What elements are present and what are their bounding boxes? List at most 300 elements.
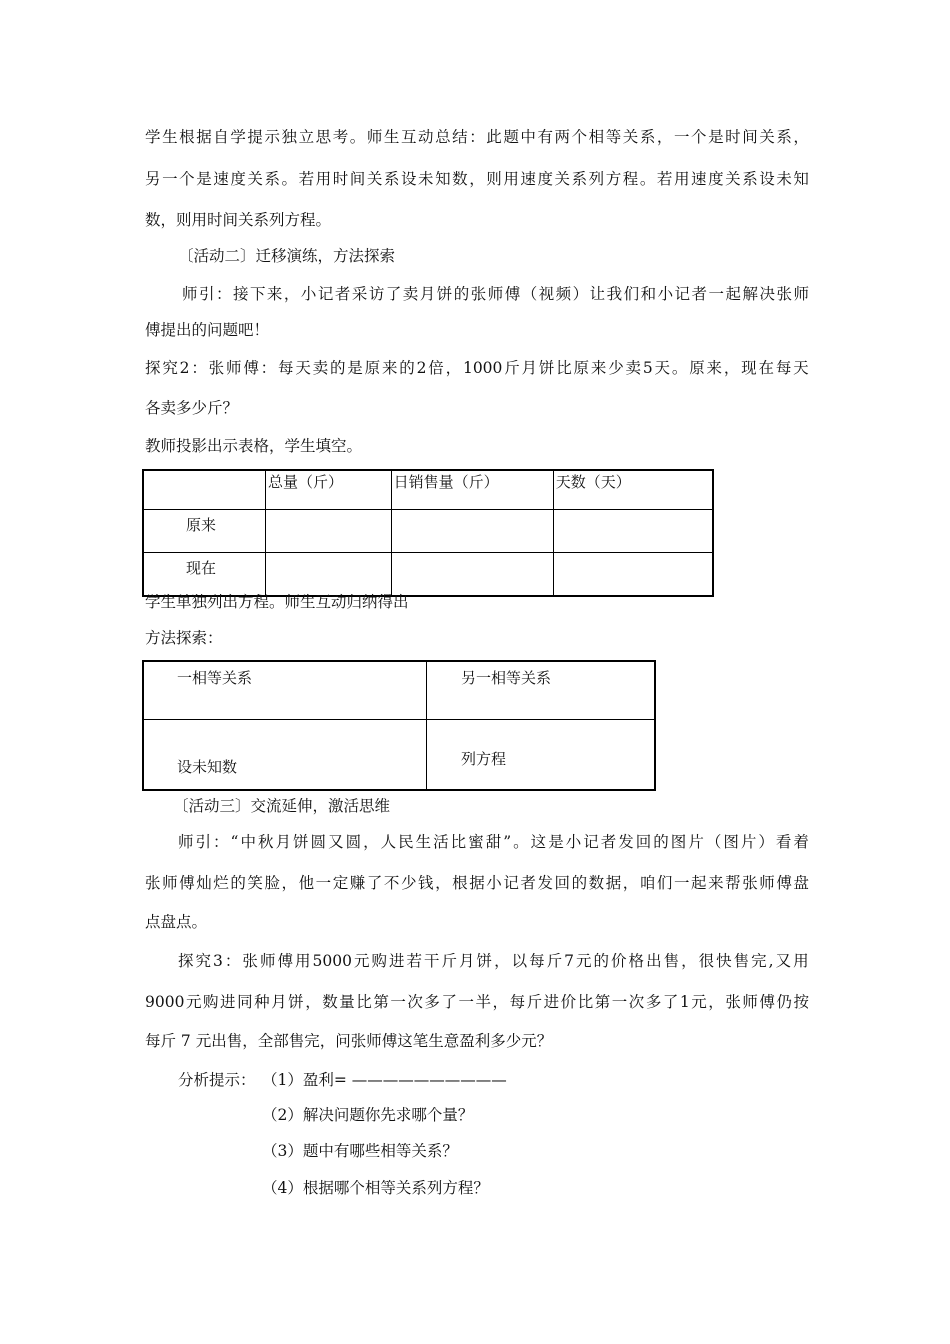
text-glyph: 一: [673, 874, 690, 892]
text-glyph: ）: [758, 833, 774, 851]
text-glyph: 系: [264, 170, 280, 188]
text-glyph: 月: [521, 359, 538, 377]
text-glyph: 是: [347, 359, 363, 377]
text-glyph: 斤: [504, 359, 520, 377]
text-glyph: 少: [400, 874, 417, 892]
text-glyph: 频: [555, 285, 572, 303]
text-glyph: 师: [366, 128, 383, 146]
text-glyph: ，: [305, 993, 321, 1011]
table-row: [143, 510, 713, 553]
text-glyph: 天: [295, 359, 311, 377]
table-cell: [553, 553, 713, 597]
text-glyph: 一: [673, 128, 690, 146]
text-glyph: 每: [277, 359, 294, 377]
text-glyph: 这: [530, 833, 547, 851]
text-glyph: 速: [691, 170, 707, 188]
text-glyph: 看: [775, 833, 792, 851]
paragraph-line: 点盘点。: [145, 913, 208, 931]
table-header-cell: 日销售量（斤）: [391, 470, 553, 510]
text-glyph: 起: [725, 285, 742, 303]
text-glyph: 师: [487, 285, 504, 303]
text-glyph: 一: [611, 993, 628, 1011]
text-glyph: 回: [554, 874, 571, 892]
text-glyph: 干: [424, 952, 440, 970]
text-glyph: 钱: [418, 874, 434, 892]
table-header-cell: 总量（斤）: [265, 470, 391, 510]
text-glyph: 回: [635, 833, 652, 851]
hint-item: （4）根据哪个相等关系列方程？: [262, 1179, 489, 1197]
text-glyph: 互: [400, 128, 417, 146]
text-glyph: ：: [260, 359, 277, 377]
table-cell: 列方程: [427, 719, 656, 790]
text-glyph: 接: [232, 285, 249, 303]
text-glyph: 图: [723, 833, 739, 851]
text-glyph: 发: [537, 874, 553, 892]
text-glyph: 烂: [213, 874, 229, 892]
text-glyph: ，: [492, 993, 509, 1011]
text-glyph: ：: [213, 833, 229, 851]
text-glyph: 数: [452, 170, 468, 188]
text-glyph: 次: [407, 993, 423, 1011]
text-glyph: 张: [742, 874, 758, 892]
text-glyph: 探: [145, 359, 161, 377]
text-glyph: 记: [317, 285, 334, 303]
text-glyph: 我: [606, 285, 623, 303]
paragraph-line: [145, 127, 809, 147]
text-glyph: ，: [656, 128, 673, 146]
text-glyph: 张: [208, 359, 225, 377]
text-glyph: 独: [281, 128, 298, 146]
text-glyph: （: [705, 833, 722, 851]
text-glyph: 关: [725, 170, 741, 188]
text-glyph: 时: [725, 128, 741, 146]
text-glyph: 程: [622, 170, 639, 188]
text-glyph: 是: [548, 833, 564, 851]
text-glyph: 第: [373, 993, 389, 1011]
text-glyph: 多: [424, 993, 440, 1011]
text-glyph: 张: [242, 952, 258, 970]
text-glyph: 速: [213, 170, 229, 188]
text-glyph: 圆: [345, 833, 362, 851]
text-glyph: 相: [588, 128, 605, 146]
table-cell: 另一相等关系: [427, 661, 656, 719]
paragraph-line: 各卖多少斤？: [145, 399, 239, 417]
text-glyph: 者: [600, 833, 617, 851]
text-glyph: 者: [691, 285, 708, 303]
text-glyph: 他: [298, 874, 315, 892]
text-glyph: 月: [419, 285, 436, 303]
text-glyph: ，: [793, 128, 809, 146]
text-glyph: 原: [364, 359, 381, 377]
text-glyph: 笑: [247, 874, 263, 892]
paragraph-line: [145, 358, 809, 378]
text-glyph: 和: [640, 285, 657, 303]
text-glyph: ，: [281, 874, 298, 892]
table-cell: [265, 553, 391, 597]
text-glyph: 究: [195, 952, 212, 970]
text-glyph: ，: [445, 359, 462, 377]
text-glyph: ：: [469, 128, 485, 146]
text-glyph: 傅: [759, 993, 775, 1011]
text-glyph: 比: [577, 993, 594, 1011]
text-glyph: 卖: [312, 359, 329, 377]
paragraph-line: [178, 832, 809, 852]
text-glyph: 少: [608, 359, 624, 377]
table-cell: [265, 510, 391, 553]
text-glyph: 斤: [441, 952, 458, 970]
text-glyph: 者: [520, 874, 536, 892]
text-glyph: 图: [670, 833, 687, 851]
text-glyph: 来: [708, 874, 724, 892]
hint-item: （1）盈利= ——————————: [262, 1071, 507, 1089]
text-glyph: 们: [656, 874, 673, 892]
text-glyph: 又: [328, 833, 344, 851]
text-glyph: 学: [145, 128, 161, 146]
text-glyph: 系: [742, 170, 758, 188]
text-glyph: 价: [611, 952, 627, 970]
text-glyph: 系: [571, 170, 588, 188]
text-glyph: 的: [571, 874, 588, 892]
text-glyph: ，: [708, 993, 724, 1011]
text-glyph: 动: [418, 128, 434, 146]
text-glyph: ，: [681, 952, 697, 970]
text-glyph: 月: [459, 952, 475, 970]
sales-table: [142, 469, 714, 597]
text-glyph: 秋: [258, 833, 274, 851]
hint-item: （3）题中有哪些相等关系？: [262, 1142, 458, 1160]
text-glyph: 。: [639, 170, 656, 188]
text-glyph: 出: [646, 952, 662, 970]
text-glyph: 了: [662, 993, 679, 1011]
text-glyph: 购: [371, 952, 387, 970]
text-glyph: 思: [315, 128, 332, 146]
text-glyph: 倍: [428, 359, 444, 377]
text-glyph: 度: [708, 170, 724, 188]
text-glyph: ）: [572, 285, 589, 303]
text-glyph: 5000: [312, 952, 352, 970]
text-glyph: 每: [509, 993, 526, 1011]
text-glyph: ,: [768, 952, 774, 970]
text-glyph: 度: [230, 170, 246, 188]
text-glyph: 饼: [288, 993, 304, 1011]
text-glyph: 师: [793, 285, 809, 303]
text-glyph: 傅: [776, 874, 792, 892]
method-table: [142, 660, 656, 791]
text-glyph: 中: [240, 833, 256, 851]
text-glyph: ：: [191, 359, 207, 377]
text-glyph: 咱: [639, 874, 656, 892]
text-glyph: 进: [388, 952, 405, 970]
text-glyph: 了: [366, 874, 383, 892]
text-glyph: 快: [716, 952, 732, 970]
text-glyph: 探: [178, 952, 194, 970]
text-glyph: 若: [406, 952, 422, 970]
paragraph-line: [145, 873, 809, 893]
table-cell: [391, 510, 553, 553]
text-glyph: ”: [503, 833, 512, 851]
text-glyph: 半: [475, 993, 492, 1011]
row-label: 原来: [143, 510, 265, 553]
table-cell: 设未知数: [143, 719, 427, 790]
text-glyph: 多: [645, 993, 662, 1011]
text-glyph: 引: [198, 285, 215, 303]
text-glyph: 的: [453, 285, 470, 303]
text-glyph: 的: [593, 952, 610, 970]
text-glyph: 2: [179, 359, 190, 377]
text-glyph: 卖: [402, 285, 419, 303]
text-glyph: 现: [741, 359, 757, 377]
text-glyph: 自: [213, 128, 229, 146]
text-glyph: 饼: [538, 359, 555, 377]
text-glyph: 来: [706, 359, 723, 377]
text-glyph: 仍: [776, 993, 792, 1011]
paragraph-line: 每斤 7 元出售，全部售完，问张师傅这笔生意盈利多少元？: [145, 1032, 553, 1050]
paragraph-line: 方法探索：: [145, 629, 223, 647]
text-glyph: 未: [418, 170, 434, 188]
text-glyph: 关: [366, 170, 383, 188]
text-glyph: 2: [416, 359, 427, 377]
text-glyph: 价: [560, 993, 577, 1011]
text-glyph: 。: [513, 833, 529, 851]
text-glyph: 此: [486, 128, 502, 146]
text-glyph: 提: [247, 128, 263, 146]
text-glyph: 来: [381, 359, 398, 377]
text-glyph: 示: [264, 128, 280, 146]
text-glyph: 间: [742, 128, 758, 146]
text-glyph: 是: [708, 128, 724, 146]
text-glyph: 元: [185, 993, 202, 1011]
text-glyph: 饼: [436, 285, 453, 303]
text-glyph: 月: [275, 833, 292, 851]
text-glyph: 列: [588, 170, 605, 188]
text-glyph: 是: [196, 170, 212, 188]
text-glyph: 元: [576, 952, 592, 970]
text-glyph: 则: [486, 170, 502, 188]
text-glyph: 知: [435, 170, 451, 188]
text-glyph: 3: [213, 952, 223, 970]
text-glyph: 天: [654, 359, 671, 377]
text-glyph: 每: [529, 952, 545, 970]
paragraph-line: 教师投影出示表格，学生填空。: [145, 437, 363, 455]
text-glyph: 定: [332, 874, 349, 892]
text-glyph: 中: [520, 128, 536, 146]
text-glyph: 师: [742, 993, 758, 1011]
text-glyph: 师: [259, 952, 276, 970]
text-glyph: 按: [793, 993, 809, 1011]
text-glyph: 很: [698, 952, 715, 970]
text-glyph: 者: [334, 285, 351, 303]
text-glyph: 据: [605, 874, 622, 892]
text-glyph: 饼: [293, 833, 309, 851]
text-glyph: 用: [315, 170, 332, 188]
text-glyph: 斤: [546, 952, 563, 970]
text-glyph: 记: [674, 285, 691, 303]
text-glyph: 元: [353, 952, 370, 970]
text-glyph: ，: [363, 833, 379, 851]
activity-heading: 〔活动三〕交流延伸，激活思维: [173, 797, 391, 815]
text-glyph: 据: [196, 128, 212, 146]
text-glyph: 关: [554, 170, 571, 188]
text-glyph: 生: [162, 128, 178, 146]
text-glyph: ：: [224, 952, 241, 970]
text-glyph: 以: [511, 952, 528, 970]
text-glyph: 用: [673, 170, 690, 188]
text-glyph: 一: [390, 993, 406, 1011]
text-glyph: 等: [605, 128, 622, 146]
text-glyph: 帮: [725, 874, 741, 892]
text-glyph: 访: [368, 285, 385, 303]
text-glyph: 元: [691, 993, 707, 1011]
text-glyph: 采: [351, 285, 368, 303]
text-glyph: 小: [657, 285, 674, 303]
text-glyph: 个: [179, 170, 195, 188]
text-glyph: 若: [656, 170, 673, 188]
table-row: [143, 661, 655, 719]
text-glyph: 另: [145, 170, 161, 188]
text-glyph: 第: [594, 993, 611, 1011]
text-glyph: 引: [195, 833, 212, 851]
text-glyph: 售: [663, 952, 680, 970]
text-glyph: 究: [162, 359, 178, 377]
text-glyph: ，: [494, 952, 510, 970]
text-glyph: 格: [628, 952, 645, 970]
text-glyph: 傅: [243, 359, 259, 377]
text-glyph: 进: [543, 993, 560, 1011]
text-glyph: 盘: [793, 874, 809, 892]
text-glyph: 学: [230, 128, 246, 146]
text-glyph: 根: [179, 128, 195, 146]
text-glyph: 又: [775, 952, 792, 970]
text-glyph: ，: [283, 285, 300, 303]
text-glyph: ，: [469, 170, 485, 188]
text-glyph: 一: [315, 874, 332, 892]
text-glyph: 用: [793, 952, 809, 970]
table-row: [143, 553, 713, 597]
text-glyph: 比: [556, 359, 572, 377]
text-glyph: 立: [298, 128, 315, 146]
text-glyph: 决: [759, 285, 775, 303]
text-glyph: 张: [776, 285, 792, 303]
text-glyph: 解: [742, 285, 758, 303]
text-glyph: 个: [691, 128, 707, 146]
text-glyph: 有: [537, 128, 553, 146]
text-glyph: 。: [349, 128, 366, 146]
text-glyph: 的: [230, 874, 246, 892]
text-glyph: 天: [793, 359, 809, 377]
text-glyph: 小: [300, 285, 317, 303]
text-glyph: 系: [776, 128, 792, 146]
text-glyph: 们: [623, 285, 640, 303]
paragraph-line: [145, 992, 809, 1012]
hint-item: （2）解决问题你先求哪个量？: [262, 1106, 474, 1124]
paragraph-line: [178, 951, 809, 971]
text-glyph: ，: [622, 874, 639, 892]
paragraph-line: 学生单独列出方程。师生互动归纳得出: [145, 593, 409, 611]
text-glyph: 脸: [264, 874, 280, 892]
table-header-row: [143, 470, 713, 510]
text-glyph: 度: [537, 170, 553, 188]
text-glyph: （: [521, 285, 538, 303]
text-glyph: 两: [554, 128, 571, 146]
text-glyph: 原: [573, 359, 590, 377]
text-glyph: 师: [226, 359, 242, 377]
text-glyph: 进: [220, 993, 236, 1011]
table-cell: [143, 470, 265, 510]
text-glyph: 题: [503, 128, 519, 146]
text-glyph: 小: [565, 833, 582, 851]
text-glyph: 灿: [196, 874, 212, 892]
text-glyph: 设: [400, 170, 417, 188]
text-glyph: 速: [520, 170, 536, 188]
text-glyph: 视: [538, 285, 555, 303]
text-glyph: 片: [688, 833, 704, 851]
text-glyph: 同: [237, 993, 253, 1011]
hint-label: 分析提示：: [178, 1071, 256, 1089]
text-glyph: 。: [671, 359, 688, 377]
text-glyph: 的: [399, 359, 415, 377]
text-glyph: 1000: [462, 359, 503, 377]
text-glyph: 饼: [476, 952, 493, 970]
table-cell: [553, 510, 713, 553]
text-glyph: 圆: [310, 833, 327, 851]
text-glyph: ，: [723, 359, 740, 377]
text-glyph: 让: [589, 285, 606, 303]
text-glyph: 了: [441, 993, 457, 1011]
paragraph-line: 数，则用时间关系列方程。: [145, 211, 332, 229]
text-glyph: 活: [433, 833, 449, 851]
text-glyph: 不: [383, 874, 400, 892]
text-glyph: 关: [247, 170, 263, 188]
text-glyph: 量: [339, 993, 355, 1011]
text-glyph: 一: [458, 993, 474, 1011]
text-glyph: 根: [452, 874, 468, 892]
text-glyph: 师: [759, 874, 775, 892]
text-glyph: 人: [380, 833, 397, 851]
text-glyph: 师: [178, 833, 194, 851]
text-glyph: 一: [708, 285, 725, 303]
text-glyph: 种: [254, 993, 270, 1011]
text-glyph: 片: [740, 833, 757, 851]
text-glyph: 1: [679, 993, 690, 1011]
text-glyph: 斤: [526, 993, 543, 1011]
text-glyph: 下: [249, 285, 266, 303]
table-cell: 一相等关系: [143, 661, 427, 719]
text-glyph: 方: [605, 170, 622, 188]
text-glyph: 一: [162, 170, 178, 188]
text-glyph: 购: [203, 993, 219, 1011]
text-glyph: 7: [564, 952, 574, 970]
paragraph-line: 傅提出的问题吧！: [145, 321, 270, 339]
text-glyph: 月: [271, 993, 287, 1011]
text-glyph: 个: [571, 128, 588, 146]
text-glyph: 赚: [349, 874, 366, 892]
text-glyph: 原: [689, 359, 705, 377]
text-glyph: 用: [503, 170, 519, 188]
text-glyph: 间: [349, 170, 366, 188]
text-glyph: 着: [793, 833, 809, 851]
text-glyph: 总: [435, 128, 451, 146]
activity-heading: 〔活动二〕迁移演练，方法探索: [178, 247, 396, 265]
text-glyph: 小: [486, 874, 502, 892]
text-glyph: 时: [332, 170, 349, 188]
text-glyph: 卖: [625, 359, 642, 377]
text-glyph: 傅: [179, 874, 195, 892]
text-glyph: 。: [281, 170, 298, 188]
text-glyph: 售: [733, 952, 750, 970]
table-header-cell: 天数（天）: [553, 470, 713, 510]
text-glyph: 张: [470, 285, 487, 303]
text-glyph: 张: [145, 874, 161, 892]
